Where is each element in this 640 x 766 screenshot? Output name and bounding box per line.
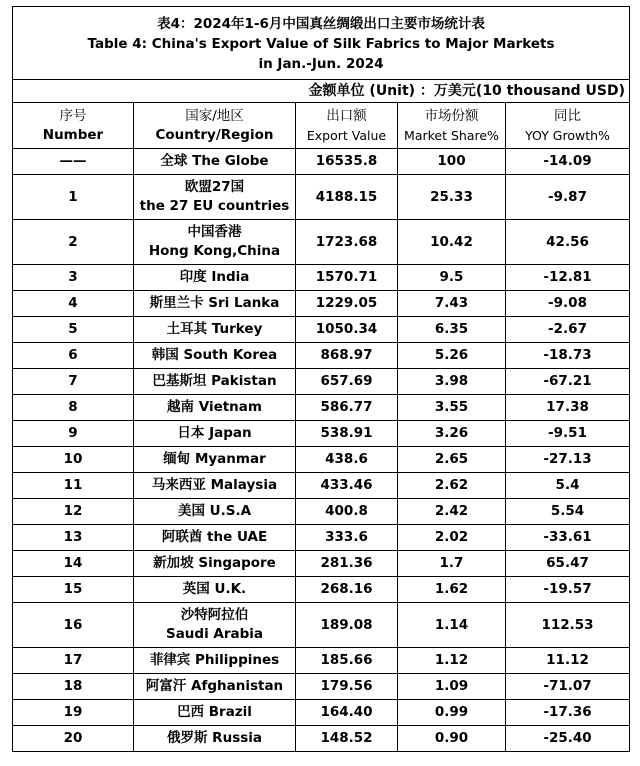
yoy-cell (506, 395, 630, 421)
table-row (13, 317, 630, 343)
export-value-cell-text: 179.56 (320, 678, 373, 694)
num-cell (13, 369, 134, 395)
country-cell-text: 土耳其 Turkey (166, 321, 263, 337)
table-row (13, 674, 630, 700)
yoy-cell (506, 291, 630, 317)
market-share-cell-text: 1.14 (434, 616, 469, 633)
num-cell-text: 20 (63, 730, 83, 746)
country-cell (134, 317, 296, 343)
country-cell-text: 全球 The Globe (160, 153, 269, 169)
country-cell-text: 阿富汗 Afghanistan (145, 678, 284, 694)
country-cell (134, 291, 296, 317)
export-value-cell (296, 220, 398, 265)
export-value-cell-text: 148.52 (320, 730, 373, 746)
export-value-cell-text: 586.77 (320, 399, 373, 415)
country-cell (134, 447, 296, 473)
country-cell (134, 603, 296, 648)
num-cell (13, 577, 134, 603)
title-cn: 表4：2024年1-6月中国真丝绸缎出口主要市场统计表 (157, 16, 485, 32)
yoy-cell (506, 473, 630, 499)
export-value-cell (296, 577, 398, 603)
export-value-cell-text: 1723.68 (315, 233, 378, 250)
export-value-cell-text: 16535.8 (315, 153, 378, 169)
export-value-cell-text: 189.08 (320, 616, 373, 633)
table-row (13, 700, 630, 726)
market-share-cell (398, 648, 506, 674)
market-share-cell-text: 25.33 (430, 188, 473, 205)
num-cell-text: 10 (63, 451, 83, 467)
export-value-cell-text: 657.69 (320, 373, 373, 389)
country-cell-text: 菲律宾 Philippines (149, 652, 280, 668)
yoy-cell (506, 421, 630, 447)
export-value-cell-text: 538.91 (320, 425, 373, 441)
country-cell-text: Saudi Arabia (165, 626, 264, 642)
market-share-cell-text: 0.90 (434, 730, 469, 746)
export-value-cell (296, 726, 398, 752)
num-cell (13, 291, 134, 317)
export-value-cell-text: 333.6 (325, 529, 368, 545)
country-cell (134, 149, 296, 175)
export-value-cell (296, 175, 398, 220)
yoy-cell (506, 726, 630, 752)
num-cell-text: 8 (68, 399, 78, 415)
yoy-cell (506, 525, 630, 551)
table-row (13, 343, 630, 369)
yoy-cell-text: 112.53 (541, 616, 594, 633)
table-row (13, 395, 630, 421)
table-row (13, 551, 630, 577)
export-value-cell-text: 1050.34 (315, 321, 378, 337)
country-cell (134, 395, 296, 421)
market-share-cell (398, 700, 506, 726)
market-share-cell-text: 2.62 (434, 477, 469, 493)
market-share-cell (398, 317, 506, 343)
market-share-cell-text: 2.65 (434, 451, 469, 467)
market-share-cell (398, 525, 506, 551)
market-share-cell-text: 100 (437, 153, 466, 169)
yoy-cell-text: -17.36 (543, 704, 592, 720)
export-value-cell (296, 369, 398, 395)
export-value-cell (296, 499, 398, 525)
country-cell-text: 阿联酋 the UAE (161, 529, 268, 545)
table-row (13, 525, 630, 551)
market-share-cell (398, 220, 506, 265)
num-cell (13, 421, 134, 447)
table-row (13, 473, 630, 499)
market-share-cell-text: 6.35 (434, 321, 469, 337)
table-row (13, 149, 630, 175)
num-cell (13, 603, 134, 648)
market-share-cell-text: 1.09 (434, 678, 469, 694)
market-share-cell-text: 1.62 (434, 581, 469, 597)
country-cell (134, 265, 296, 291)
market-share-cell (398, 369, 506, 395)
table-title (13, 7, 630, 80)
yoy-cell-text: -71.07 (543, 678, 592, 694)
num-cell (13, 343, 134, 369)
yoy-cell-text: -25.40 (543, 730, 592, 746)
yoy-cell-text: -19.57 (543, 581, 592, 597)
yoy-cell (506, 317, 630, 343)
yoy-cell-text: -18.73 (543, 347, 592, 363)
num-cell (13, 175, 134, 220)
export-value-cell (296, 473, 398, 499)
yoy-cell-text: 5.4 (555, 477, 580, 493)
export-table-sheet (12, 6, 629, 752)
table-row (13, 291, 630, 317)
country-cell-text: 巴基斯坦 Pakistan (152, 373, 277, 389)
market-share-cell (398, 603, 506, 648)
country-cell (134, 674, 296, 700)
num-cell (13, 525, 134, 551)
export-value-cell-text: 268.16 (320, 581, 373, 597)
export-value-cell-text: 1570.71 (315, 269, 378, 285)
yoy-cell (506, 674, 630, 700)
unit-note: 金额单位 (Unit) ：万美元(10 thousand USD) (13, 80, 630, 103)
country-cell-text: 韩国 South Korea (151, 347, 278, 363)
market-share-cell (398, 343, 506, 369)
num-cell (13, 447, 134, 473)
country-cell (134, 499, 296, 525)
header-yoy (506, 103, 630, 149)
num-cell-text: 2 (68, 233, 78, 250)
country-cell-text: 中国香港 (187, 224, 242, 240)
market-share-cell (398, 447, 506, 473)
header-number (13, 103, 134, 149)
yoy-cell-text: 42.56 (546, 233, 589, 250)
yoy-cell (506, 149, 630, 175)
country-cell (134, 648, 296, 674)
yoy-cell (506, 577, 630, 603)
header-market-share-en: Market Share% (404, 127, 499, 143)
market-share-cell-text: 1.12 (434, 652, 469, 668)
yoy-cell (506, 700, 630, 726)
table-row (13, 175, 630, 220)
country-cell-text: 新加坡 Singapore (153, 555, 276, 571)
market-share-cell (398, 265, 506, 291)
yoy-cell-text: 65.47 (546, 555, 589, 571)
num-cell-text: 16 (63, 616, 83, 633)
export-table (12, 6, 630, 752)
table-row (13, 220, 630, 265)
country-cell-text: 美国 U.S.A (177, 503, 252, 519)
country-cell (134, 525, 296, 551)
country-cell-text: Hong Kong,China (148, 243, 281, 259)
export-value-cell (296, 343, 398, 369)
header-row (13, 103, 630, 149)
num-cell (13, 473, 134, 499)
yoy-cell-text: -2.67 (548, 321, 587, 337)
country-cell-text: 印度 India (179, 269, 250, 285)
export-value-cell-text: 433.46 (320, 477, 373, 493)
num-cell-text: 3 (68, 269, 78, 285)
market-share-cell (398, 726, 506, 752)
table-row (13, 421, 630, 447)
num-cell-text: 17 (63, 652, 83, 668)
header-yoy-cn: 同比 (554, 107, 582, 124)
yoy-cell-text: -12.81 (543, 269, 592, 285)
export-value-cell (296, 265, 398, 291)
market-share-cell (398, 551, 506, 577)
export-value-cell (296, 525, 398, 551)
table-row (13, 648, 630, 674)
yoy-cell (506, 648, 630, 674)
num-cell (13, 149, 134, 175)
num-cell-text: 6 (68, 347, 78, 363)
title-en-line2: in Jan.-Jun. 2024 (258, 56, 384, 72)
export-value-cell-text: 1229.05 (315, 295, 378, 311)
table-row (13, 499, 630, 525)
table-row (13, 577, 630, 603)
country-cell-text: 日本 Japan (177, 425, 252, 441)
header-yoy-en: YOY Growth% (525, 127, 610, 143)
num-cell (13, 674, 134, 700)
num-cell (13, 265, 134, 291)
country-cell-text: 英国 U.K. (182, 581, 247, 597)
yoy-cell (506, 220, 630, 265)
header-country-cn: 国家/地区 (185, 107, 244, 124)
num-cell-text: 12 (63, 503, 83, 519)
num-cell-text: 5 (68, 321, 78, 337)
yoy-cell (506, 175, 630, 220)
header-market-share-cn: 市场份额 (424, 107, 479, 124)
yoy-cell (506, 603, 630, 648)
yoy-cell (506, 343, 630, 369)
market-share-cell-text: 3.26 (434, 425, 469, 441)
market-share-cell (398, 395, 506, 421)
table-row (13, 726, 630, 752)
num-cell (13, 551, 134, 577)
table-row (13, 603, 630, 648)
country-cell (134, 726, 296, 752)
country-cell-text: 沙特阿拉伯 (180, 607, 249, 623)
country-cell (134, 421, 296, 447)
num-cell (13, 726, 134, 752)
export-value-cell-text: 164.40 (320, 704, 373, 720)
country-cell-text: 巴西 Brazil (177, 704, 252, 720)
market-share-cell (398, 291, 506, 317)
export-value-cell (296, 149, 398, 175)
yoy-cell-text: -14.09 (543, 153, 592, 169)
market-share-cell (398, 577, 506, 603)
yoy-cell (506, 369, 630, 395)
header-export-value-cn: 出口额 (326, 107, 367, 124)
num-cell-text: 4 (68, 295, 78, 311)
country-cell-text: 俄罗斯 Russia (166, 730, 262, 746)
num-cell-text: 9 (68, 425, 78, 441)
num-cell-text: 14 (63, 555, 83, 571)
market-share-cell-text: 3.55 (434, 399, 469, 415)
yoy-cell-text: -9.87 (548, 188, 587, 205)
export-value-cell (296, 395, 398, 421)
country-cell (134, 700, 296, 726)
num-cell-text: 18 (63, 678, 83, 694)
yoy-cell (506, 499, 630, 525)
export-value-cell-text: 400.8 (325, 503, 368, 519)
market-share-cell-text: 2.02 (434, 529, 469, 545)
num-cell-text: 15 (63, 581, 83, 597)
export-value-cell (296, 648, 398, 674)
header-export-value (296, 103, 398, 149)
table-row (13, 447, 630, 473)
yoy-cell-text: -9.08 (548, 295, 587, 311)
country-cell (134, 551, 296, 577)
country-cell (134, 577, 296, 603)
export-value-cell-text: 438.6 (325, 451, 368, 467)
yoy-cell-text: -27.13 (543, 451, 592, 467)
export-value-cell (296, 317, 398, 343)
country-cell (134, 343, 296, 369)
market-share-cell-text: 1.7 (439, 555, 464, 571)
header-market-share (398, 103, 506, 149)
country-cell (134, 473, 296, 499)
num-cell (13, 700, 134, 726)
header-country (134, 103, 296, 149)
yoy-cell-text: 5.54 (550, 503, 585, 519)
export-value-cell (296, 447, 398, 473)
table-row (13, 369, 630, 395)
country-cell (134, 369, 296, 395)
country-cell-text: the 27 EU countries (139, 198, 290, 214)
export-value-cell-text: 185.66 (320, 652, 373, 668)
header-number-en: Number (42, 126, 104, 143)
num-cell-text: 1 (68, 188, 78, 205)
market-share-cell-text: 9.5 (439, 269, 464, 285)
yoy-cell-text: -9.51 (548, 425, 587, 441)
market-share-cell-text: 3.98 (434, 373, 469, 389)
num-cell (13, 395, 134, 421)
export-value-cell (296, 674, 398, 700)
market-share-cell (398, 674, 506, 700)
market-share-cell (398, 499, 506, 525)
market-share-cell-text: 2.42 (434, 503, 469, 519)
country-cell-text: 越南 Vietnam (167, 399, 262, 415)
title-en-line1: Table 4: China's Export Value of Silk Fabrics to Major Markets (87, 36, 555, 52)
yoy-cell (506, 551, 630, 577)
num-cell-text: 7 (68, 373, 78, 389)
export-value-cell-text: 4188.15 (315, 188, 378, 205)
num-cell (13, 648, 134, 674)
num-cell-text: 19 (63, 704, 83, 720)
yoy-cell-text: -33.61 (543, 529, 592, 545)
export-value-cell-text: 281.36 (320, 555, 373, 571)
country-cell (134, 175, 296, 220)
market-share-cell-text: 5.26 (434, 347, 469, 363)
table-row (13, 265, 630, 291)
num-cell-text: 11 (63, 477, 83, 493)
country-cell-text: 欧盟27国 (184, 179, 245, 195)
country-cell (134, 220, 296, 265)
header-country-en: Country/Region (155, 126, 274, 143)
yoy-cell-text: 17.38 (546, 399, 589, 415)
header-number-cn: 序号 (59, 107, 87, 124)
country-cell-text: 斯里兰卡 Sri Lanka (149, 295, 280, 311)
num-cell-text: 13 (63, 529, 83, 545)
market-share-cell (398, 421, 506, 447)
export-value-cell (296, 700, 398, 726)
yoy-cell-text: -67.21 (543, 373, 592, 389)
yoy-cell-text: 11.12 (546, 652, 589, 668)
export-value-cell (296, 551, 398, 577)
market-share-cell-text: 0.99 (434, 704, 469, 720)
num-cell-text: —— (59, 153, 87, 169)
yoy-cell (506, 265, 630, 291)
yoy-cell (506, 447, 630, 473)
export-value-cell (296, 291, 398, 317)
market-share-cell-text: 10.42 (430, 233, 473, 250)
market-share-cell (398, 175, 506, 220)
country-cell-text: 马来西亚 Malaysia (151, 477, 278, 493)
export-value-cell-text: 868.97 (320, 347, 373, 363)
export-value-cell (296, 421, 398, 447)
market-share-cell (398, 473, 506, 499)
market-share-cell (398, 149, 506, 175)
header-export-value-en: Export Value (306, 127, 387, 143)
market-share-cell-text: 7.43 (434, 295, 469, 311)
export-value-cell (296, 603, 398, 648)
num-cell (13, 317, 134, 343)
num-cell (13, 499, 134, 525)
num-cell (13, 220, 134, 265)
country-cell-text: 缅甸 Myanmar (163, 451, 266, 467)
